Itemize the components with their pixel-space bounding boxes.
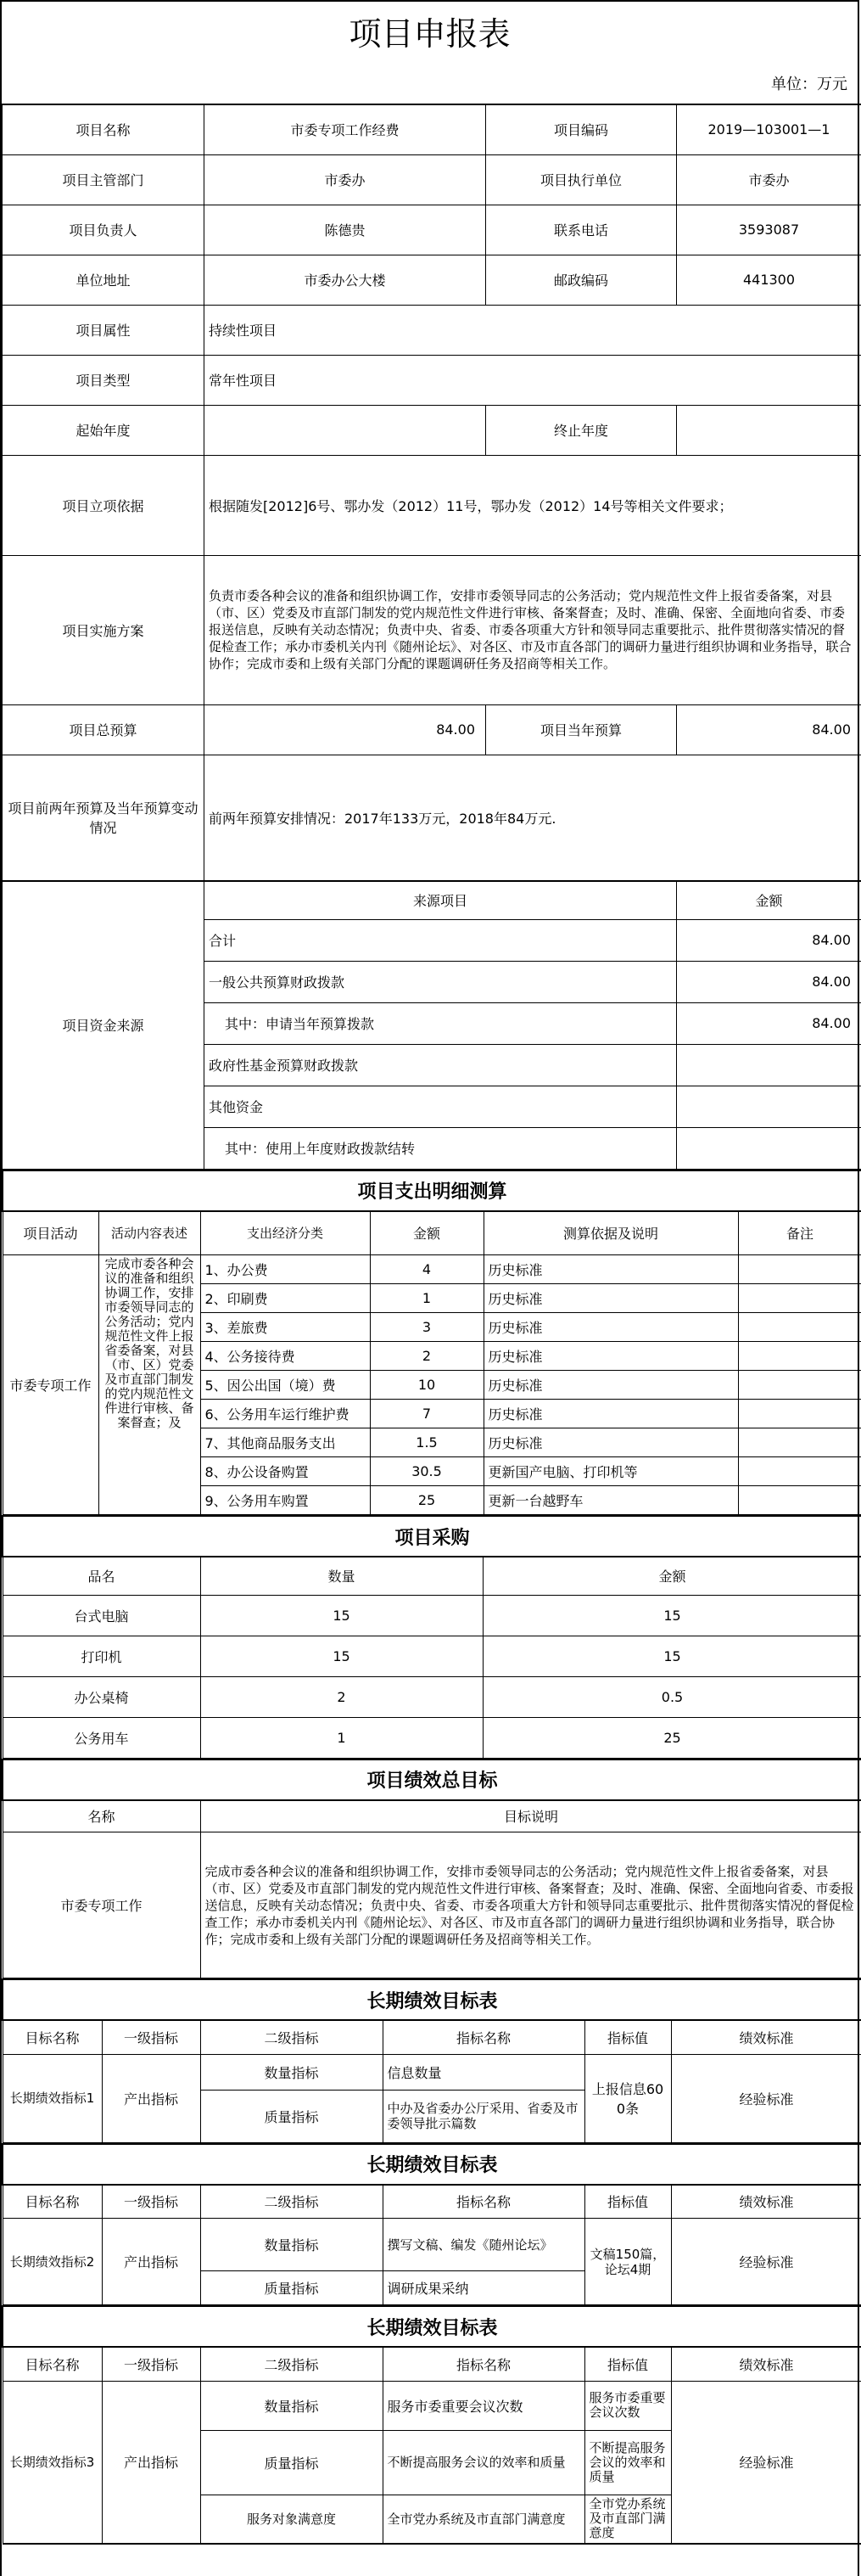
expense-amount: 1.5: [370, 1428, 484, 1457]
expense-basis: 历史标准: [484, 1342, 738, 1371]
funding-row-amount: 84.00: [677, 1002, 861, 1044]
change-label: 项目前两年预算及当年预算变动情况: [3, 755, 204, 880]
expense-basis: 历史标准: [484, 1313, 738, 1342]
purchase-title: 项目采购: [3, 1516, 861, 1557]
expense-title: 项目支出明细测算: [3, 1170, 861, 1211]
long-term-header: 绩效标准: [671, 2020, 861, 2054]
expense-amount: 3: [370, 1313, 484, 1342]
expense-header: 金额: [370, 1211, 484, 1255]
long-term-header: 指标名称: [383, 2020, 584, 2054]
long-term-header: 二级指标: [200, 2020, 383, 2054]
long-term-value: 上报信息600条: [584, 2054, 671, 2142]
expense-basis: 历史标准: [484, 1255, 738, 1284]
purchase-table: [2, 1515, 861, 1759]
project-code-value: 2019—103001—1: [677, 104, 861, 154]
unit-label: 单位：万元: [771, 76, 847, 93]
attr-value: 持续性项目: [204, 305, 861, 355]
purchase-item-name: 办公桌椅: [3, 1676, 200, 1717]
type-label: 项目类型: [3, 355, 204, 405]
funding-label: 项目资金来源: [3, 881, 204, 1169]
long-term-header: 目标名称: [3, 2185, 102, 2219]
long-term-header: 二级指标: [200, 2185, 383, 2219]
purchase-item-amount: 15: [483, 1595, 861, 1636]
expense-amount: 2: [370, 1342, 484, 1371]
long-term-header: 绩效标准: [671, 2185, 861, 2219]
funding-table: [2, 881, 861, 1170]
long-term-level1: 产出指标: [102, 2054, 200, 2142]
funding-row-amount: [677, 1127, 861, 1169]
expense-remark: [738, 1371, 861, 1400]
current-budget-label: 项目当年预算: [486, 704, 677, 755]
purchase-item-qty: 1: [200, 1717, 483, 1758]
plan-label: 项目实施方案: [3, 555, 204, 704]
funding-row-amount: [677, 1044, 861, 1086]
funding-row-amount: [677, 1086, 861, 1127]
long-term-level2: 质量指标: [200, 2430, 383, 2495]
funding-row-name: 合计: [204, 919, 677, 961]
long-term-level1: 产出指标: [102, 2219, 200, 2305]
long-term-name: 长期绩效指标3: [3, 2381, 102, 2544]
basis-label: 项目立项依据: [3, 455, 204, 555]
expense-category: 1、办公费: [200, 1255, 370, 1284]
address-value: 市委办公大楼: [204, 255, 486, 305]
purchase-item-name: 打印机: [3, 1636, 200, 1676]
expense-basis: 历史标准: [484, 1428, 738, 1457]
leader-label: 项目负责人: [3, 205, 204, 255]
expense-remark: [738, 1313, 861, 1342]
expense-amount: 7: [370, 1400, 484, 1428]
project-code-label: 项目编码: [486, 104, 677, 154]
total-budget-value: 84.00: [204, 704, 486, 755]
long-term-value: 不断提高服务会议的效率和质量: [584, 2430, 671, 2495]
long-term-header: 一级指标: [102, 2185, 200, 2219]
expense-category: 5、因公出国（境）费: [200, 1371, 370, 1400]
expense-remark: [738, 1400, 861, 1428]
long-term-header: 二级指标: [200, 2347, 383, 2381]
long-term-header: 指标值: [584, 2347, 671, 2381]
overall-goal-desc-header: 目标说明: [200, 1800, 861, 1832]
purchase-header: 数量: [200, 1557, 483, 1595]
long-term-title-2: 长期绩效目标表: [3, 2144, 861, 2185]
project-name-label: 项目名称: [3, 104, 204, 154]
overall-goal-desc: 完成市委各种会议的准备和组织协调工作，安排市委领导同志的公务活动；党内规范性文件上报省委备案，对县（市、区）党委及市直部门制发的党内规范性文件进行审核、备案督查；及时、准确、保密、全面地向省委、市委报送信息，反映有关动态情况；负责中央、省委、市委各项重大方针和领导同志重要批示、批件贯彻落实情况的督促检查工作；承办市委机关内刊《随州论坛》、对各区、市及市直各部门的调研力量进行组织协调和业务指导，联合协作；完成市委和上级有关部门分配的课题调研任务及招商等相关工作。: [200, 1832, 861, 1978]
overall-goal-title: 项目绩效总目标: [3, 1759, 861, 1800]
expense-remark: [738, 1255, 861, 1284]
long-term-table-3: [2, 2305, 861, 2545]
expense-amount: 30.5: [370, 1457, 484, 1486]
purchase-item-amount: 25: [483, 1717, 861, 1758]
long-term-indicator: 中办及省委办公厅采用、省委及市委领导批示篇数: [383, 2090, 584, 2142]
long-term-table-1: [2, 1978, 861, 2143]
expense-basis: 历史标准: [484, 1284, 738, 1313]
purchase-item-qty: 15: [200, 1636, 483, 1676]
expense-basis: 历史标准: [484, 1400, 738, 1428]
start-year-value: [204, 405, 486, 455]
long-term-indicator: 撰写文稿、编发《随州论坛》: [383, 2219, 584, 2271]
long-term-standard: 经验标准: [671, 2381, 861, 2544]
expense-amount: 4: [370, 1255, 484, 1284]
funding-row-name: 政府性基金预算财政拨款: [204, 1044, 677, 1086]
expense-table: [2, 1170, 861, 1516]
phone-value: 3593087: [677, 205, 861, 255]
expense-category: 7、其他商品服务支出: [200, 1428, 370, 1457]
plan-value: 负责市委各种会议的准备和组织协调工作，安排市委领导同志的公务活动；党内规范性文件上报省委备案，对县（市、区）党委及市直部门制发的党内规范性文件进行审核、备案督查；及时、准确、保密、全面地向省委、市委报送信息，反映有关动态情况；负责中央、省委、市委各项重大方针和领导同志重要批示、批件贯彻落实情况的督促检查工作；承办市委机关内刊《随州论坛》、对各区、市及市直各部门的调研力量进行组织协调和业务指导，联合协作；完成市委和上级有关部门分配的课题调研任务及招商等相关工作。: [204, 555, 861, 704]
long-term-level2: 质量指标: [200, 2090, 383, 2142]
start-year-label: 起始年度: [3, 405, 204, 455]
long-term-header: 一级指标: [102, 2347, 200, 2381]
expense-header: 测算依据及说明: [484, 1211, 738, 1255]
form-title: 项目申报表: [2, 0, 858, 66]
long-term-indicator: 信息数量: [383, 2054, 584, 2090]
expense-category: 2、印刷费: [200, 1284, 370, 1313]
long-term-standard: 经验标准: [671, 2219, 861, 2305]
project-name-value: 市委专项工作经费: [204, 104, 486, 154]
address-label: 单位地址: [3, 255, 204, 305]
current-budget-value: 84.00: [677, 704, 861, 755]
expense-category: 9、公务用车购置: [200, 1486, 370, 1515]
funding-row-name: 其中：使用上年度财政拨款结转: [204, 1127, 677, 1169]
long-term-table-2: [2, 2143, 861, 2306]
long-term-name: 长期绩效指标1: [3, 2054, 102, 2142]
attr-label: 项目属性: [3, 305, 204, 355]
long-term-header: 指标值: [584, 2020, 671, 2054]
expense-header: 活动内容表述: [98, 1211, 200, 1255]
expense-category: 6、公务用车运行维护费: [200, 1400, 370, 1428]
funding-row-amount: 84.00: [677, 961, 861, 1002]
end-year-label: 终止年度: [486, 405, 677, 455]
overall-goal-name-header: 名称: [3, 1800, 200, 1832]
basic-info-table: [2, 104, 861, 881]
funding-row-name: 其他资金: [204, 1086, 677, 1127]
purchase-item-qty: 15: [200, 1595, 483, 1636]
long-term-header: 目标名称: [3, 2020, 102, 2054]
end-year-value: [677, 405, 861, 455]
expense-basis: 更新一台越野车: [484, 1486, 738, 1515]
purchase-item-qty: 2: [200, 1676, 483, 1717]
expense-remark: [738, 1428, 861, 1457]
expense-remark: [738, 1486, 861, 1515]
expense-remark: [738, 1342, 861, 1371]
long-term-header: 目标名称: [3, 2347, 102, 2381]
expense-category: 4、公务接待费: [200, 1342, 370, 1371]
dept-value: 市委办: [204, 154, 486, 205]
purchase-item-amount: 15: [483, 1636, 861, 1676]
long-term-standard: 经验标准: [671, 2054, 861, 2142]
funding-row-amount: 84.00: [677, 919, 861, 961]
overall-goal-name: 市委专项工作: [3, 1832, 200, 1978]
postcode-value: 441300: [677, 255, 861, 305]
long-term-indicator: 调研成果采纳: [383, 2271, 584, 2305]
long-term-indicator: 服务市委重要会议次数: [383, 2381, 584, 2430]
overall-goal-table: [2, 1759, 861, 1979]
change-value: 前两年预算安排情况：2017年133万元，2018年84万元.: [204, 755, 861, 880]
long-term-level1: 产出指标: [102, 2381, 200, 2544]
basis-value: 根据随发[2012]6号、鄂办发（2012）11号，鄂办发（2012）14号等相关文件要求；: [204, 455, 861, 555]
purchase-item-name: 公务用车: [3, 1717, 200, 1758]
expense-basis: 历史标准: [484, 1371, 738, 1400]
expense-header: 项目活动: [3, 1211, 98, 1255]
purchase-item-amount: 0.5: [483, 1676, 861, 1717]
long-term-header: 指标值: [584, 2185, 671, 2219]
long-term-level2: 服务对象满意度: [200, 2495, 383, 2544]
leader-value: 陈德贵: [204, 205, 486, 255]
long-term-level2: 数量指标: [200, 2381, 383, 2430]
expense-content: 完成市委各种会议的准备和组织协调工作，安排市委领导同志的公务活动；党内规范性文件上报省委备案，对县（市、区）党委及市直部门制发的党内规范性文件进行审核、备案督查；及: [98, 1255, 200, 1515]
expense-category: 8、办公设备购置: [200, 1457, 370, 1486]
long-term-value: 服务市委重要会议次数: [584, 2381, 671, 2430]
expense-activity: 市委专项工作: [3, 1255, 98, 1515]
long-term-title-1: 长期绩效目标表: [3, 1979, 861, 2020]
long-term-level2: 数量指标: [200, 2054, 383, 2090]
long-term-value: 全市党办系统及市直部门满意度: [584, 2495, 671, 2544]
funding-amount-header: 金额: [677, 881, 861, 919]
long-term-header: 指标名称: [383, 2185, 584, 2219]
funding-source-header: 来源项目: [204, 881, 677, 919]
expense-amount: 1: [370, 1284, 484, 1313]
expense-basis: 更新国产电脑、打印机等: [484, 1457, 738, 1486]
long-term-indicator: 全市党办系统及市直部门满意度: [383, 2495, 584, 2544]
purchase-item-name: 台式电脑: [3, 1595, 200, 1636]
expense-remark: [738, 1284, 861, 1313]
long-term-header: 绩效标准: [671, 2347, 861, 2381]
expense-remark: [738, 1457, 861, 1486]
long-term-header: 指标名称: [383, 2347, 584, 2381]
long-term-indicator: 不断提高服务会议的效率和质量: [383, 2430, 584, 2495]
long-term-level2: 数量指标: [200, 2219, 383, 2271]
funding-row-name: 一般公共预算财政拨款: [204, 961, 677, 1002]
expense-header: 支出经济分类: [200, 1211, 370, 1255]
long-term-value: 文稿150篇，论坛4期: [584, 2219, 671, 2305]
long-term-header: 一级指标: [102, 2020, 200, 2054]
exec-unit-value: 市委办: [677, 154, 861, 205]
expense-header: 备注: [738, 1211, 861, 1255]
type-value: 常年性项目: [204, 355, 861, 405]
purchase-header: 金额: [483, 1557, 861, 1595]
funding-row-name: 其中：申请当年预算拨款: [204, 1002, 677, 1044]
purchase-header: 品名: [3, 1557, 200, 1595]
total-budget-label: 项目总预算: [3, 704, 204, 755]
long-term-name: 长期绩效指标2: [3, 2219, 102, 2305]
long-term-title-3: 长期绩效目标表: [3, 2306, 861, 2347]
expense-category: 3、差旅费: [200, 1313, 370, 1342]
long-term-level2: 质量指标: [200, 2271, 383, 2305]
dept-label: 项目主管部门: [3, 154, 204, 205]
exec-unit-label: 项目执行单位: [486, 154, 677, 205]
expense-amount: 25: [370, 1486, 484, 1515]
postcode-label: 邮政编码: [486, 255, 677, 305]
expense-amount: 10: [370, 1371, 484, 1400]
phone-label: 联系电话: [486, 205, 677, 255]
